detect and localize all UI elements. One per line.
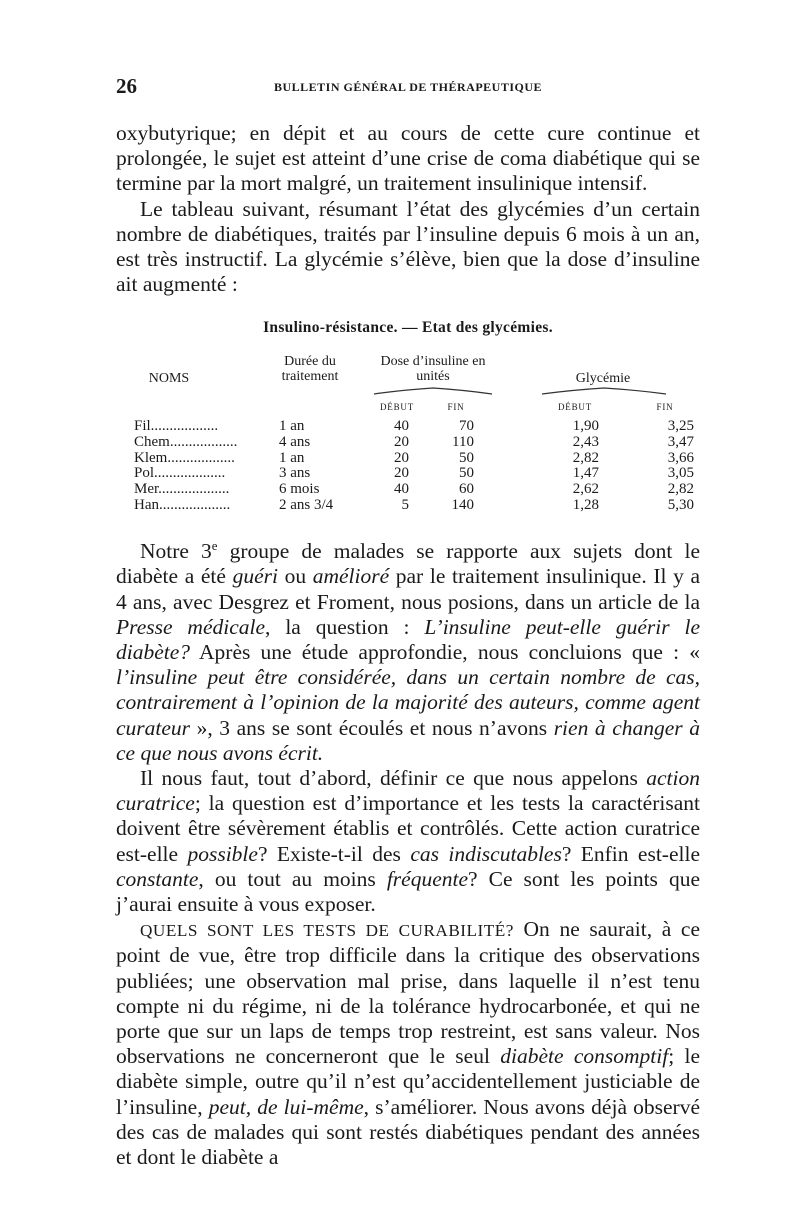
row-glyc-debut: 2,82 <box>572 449 599 466</box>
header-glycemia: Glycémie <box>575 371 631 386</box>
table-title: Insulino-résistance. — Etat des glycémies. <box>263 319 553 336</box>
subheader-glyc-fin: FIN <box>656 402 674 412</box>
row-glyc-fin: 3,66 <box>667 449 694 466</box>
main-text <box>116 534 700 1170</box>
paragraph-1: oxybutyrique; en dépit et au cours de cette cure continue et prolongée, le sujet est atteint d’une crise de coma diabétique qui se termine par la mort malgré, un traitement insulinique intensif. <box>116 121 700 196</box>
subheader-dose-debut: DÉBUT <box>380 402 414 412</box>
intro-text <box>116 121 700 297</box>
page-number: 26 <box>116 74 137 98</box>
paragraph-5: QUELS SONT LES TESTS DE CURABILITÉ? On ne saurait, à ce point de vue, être trop difficile dans la critique des observations publiées; une observation mal prise, dans laquelle il n’est tenu compte ni du régime, ni de la tolérance hydrocarbonée, et qui ne porte que sur un laps de temps trop restreint, est sans valeur. Nos observations ne concerneront que le seul diabète consomptif; le diabète simple, outre qu’il n’est qu’accidentellement justiciable de l’insuline, peut, de lui-même, s’améliorer. Nous avons déjà observé des cas de malades qui sont restés diabétiques pendant des années et dont le diabète a <box>116 917 701 1170</box>
row-dose-debut: 5 <box>401 496 409 513</box>
row-dose-fin: 140 <box>451 496 474 513</box>
row-name: Mer................... <box>134 482 230 498</box>
subheader-dose-fin: FIN <box>447 402 465 412</box>
paragraph-4: Il nous faut, tout d’abord, définir ce que nous appelons action curatrice; la question est d’importance et les tests la caractérisant doivent être sévèrement établis et contrôlés. Cette action curatrice est-elle possible? Existe-t-il des cas indiscutables? Enfin est-elle constante, ou tout au moins fréquente? Ce sont les points que j’aurai ensuite à vous exposer. <box>116 765 700 916</box>
paragraph-2: Le tableau suivant, résumant l’état des glycémies d’un certain nombre de diabétiques, traités par l’insuline depuis 6 mois à un an, est très instructif. La glycémie s’élève, bien que la dose d’insuline ait augmenté : <box>116 196 700 297</box>
header-dose: Dose d’insuline en unités <box>380 354 486 384</box>
row-duration: 6 mois <box>279 481 320 498</box>
row-glyc-debut: 2,62 <box>572 481 599 498</box>
row-dose-debut: 20 <box>394 465 409 482</box>
subheader-glyc-debut: DÉBUT <box>558 402 592 412</box>
row-name: Pol................... <box>134 466 226 482</box>
row-glyc-fin: 3,05 <box>667 465 694 482</box>
table-row <box>134 466 694 482</box>
row-glyc-debut: 2,43 <box>572 433 599 450</box>
row-dose-fin: 50 <box>459 449 474 466</box>
header-duration: Durée du traitement <box>281 354 339 384</box>
table-row <box>134 482 694 498</box>
row-dose-fin: 70 <box>459 418 474 434</box>
row-name: Han................... <box>134 497 231 513</box>
table-row <box>134 498 694 514</box>
dose-brace <box>372 386 494 396</box>
header-names: NOMS <box>148 371 190 386</box>
row-dose-fin: 110 <box>452 433 474 450</box>
row-glyc-fin: 2,82 <box>667 481 694 498</box>
row-duration: 4 ans <box>279 433 311 450</box>
row-name: Fil.................. <box>134 419 219 434</box>
table-row <box>134 451 694 467</box>
row-duration: 1 an <box>279 418 305 434</box>
row-glyc-fin: 3,47 <box>667 433 694 450</box>
row-glyc-fin: 5,30 <box>667 496 694 513</box>
row-duration: 1 an <box>279 449 305 466</box>
row-name: Klem.................. <box>134 450 235 466</box>
row-glyc-debut: 1,28 <box>572 496 599 513</box>
table-body <box>134 419 694 514</box>
row-dose-debut: 20 <box>394 433 409 450</box>
running-title: BULLETIN GÉNÉRAL DE THÉRAPEUTIQUE <box>273 80 542 94</box>
row-glyc-debut: 1,90 <box>572 418 599 434</box>
table-row <box>134 419 694 435</box>
row-dose-debut: 20 <box>394 449 409 466</box>
page-header <box>116 74 700 102</box>
paragraph-3: Notre 3e groupe de malades se rapporte aux sujets dont le diabète a été guéri ou amélioré par le traitement insulinique. Il y a 4 ans, avec Desgrez et Froment, nous posions, dans un article de la Presse médicale, la question : L’insuline peut-elle guérir le diabète? Après une étude approfondie, nous concluions que : « l’insuline peut être considérée, dans un certain nombre de cas, contrairement à l’opinion de la majorité des auteurs, comme agent curateur », 3 ans se sont écoulés et nous n’avons rien à changer à ce que nous avons écrit. <box>116 539 701 765</box>
row-glyc-debut: 1,47 <box>572 465 599 482</box>
row-dose-fin: 60 <box>459 481 474 498</box>
table-row <box>134 435 694 451</box>
glycemia-brace <box>540 386 668 396</box>
row-duration: 2 ans 3/4 <box>279 496 334 513</box>
row-glyc-fin: 3,25 <box>667 418 694 434</box>
row-name: Chem.................. <box>134 434 238 450</box>
section-heading: QUELS SONT LES TESTS DE CURABILITÉ? <box>140 921 514 941</box>
row-dose-debut: 40 <box>394 418 409 434</box>
row-dose-debut: 40 <box>394 481 409 498</box>
row-dose-fin: 50 <box>459 465 474 482</box>
row-duration: 3 ans <box>279 465 311 482</box>
